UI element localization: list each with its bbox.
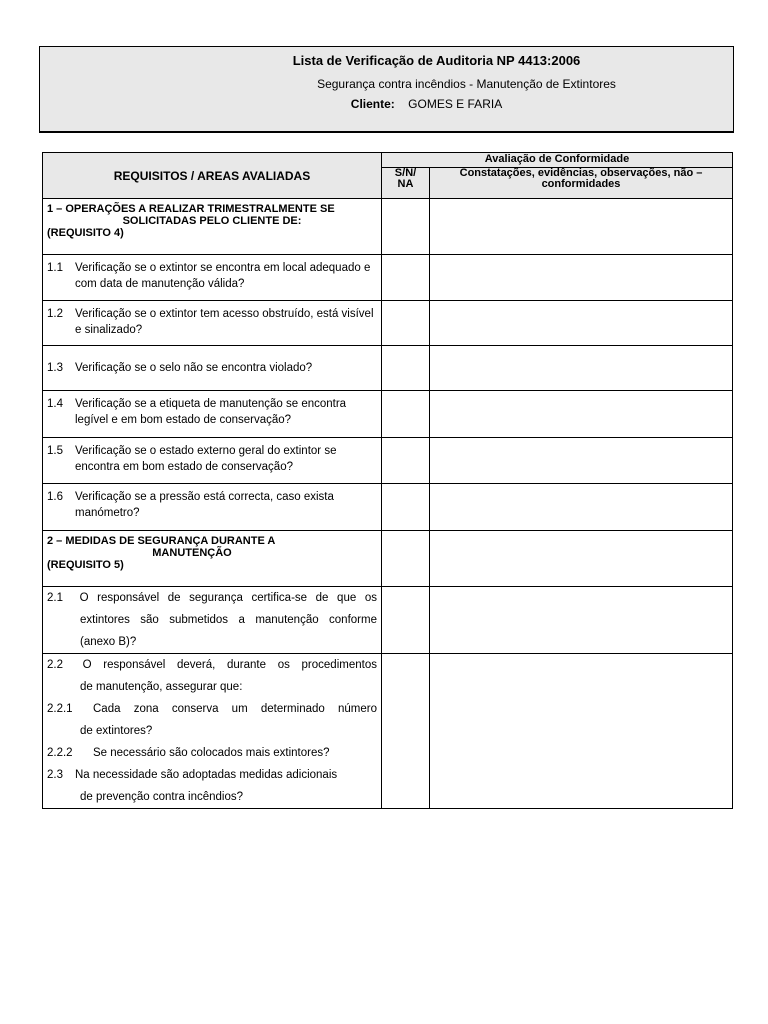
checklist-item: 1.6 Verificação se a pressão está correcta, caso exista manómetro? — [43, 484, 382, 531]
sn-cell[interactable] — [382, 438, 430, 484]
table-row — [43, 391, 733, 438]
item-text-word: número — [337, 703, 377, 715]
table-row — [43, 484, 733, 531]
table-row — [43, 301, 733, 346]
observations-cell[interactable] — [430, 438, 733, 484]
observations-cell[interactable] — [430, 255, 733, 301]
sn-cell[interactable] — [382, 587, 430, 654]
checklist-item: 1.5 Verificação se o estado externo geral do extintor se encontra em bom estado de conservação? — [43, 438, 382, 484]
item-text-word: um — [231, 703, 248, 715]
item-text-word: de — [315, 592, 329, 604]
observations-cell[interactable] — [430, 484, 733, 531]
header-observacoes: Constatações, evidências, observações, não – conformidades — [430, 168, 733, 199]
observations-cell[interactable] — [430, 587, 733, 654]
item-text-word: certifica-se — [251, 592, 308, 604]
item-text-word: submetidos — [169, 614, 229, 626]
item-text-word: manutenção — [255, 614, 319, 626]
observations-cell[interactable] — [430, 531, 733, 587]
checklist-item: 1.1 Verificação se o extintor se encontra em local adequado e com data de manutenção válida? — [43, 255, 382, 301]
client-name: GOMES E FARIA — [408, 97, 503, 111]
table-row — [43, 346, 733, 391]
observations-cell[interactable] — [430, 301, 733, 346]
item-text-word: segurança — [189, 592, 243, 604]
section-1-heading: 1 – OPERAÇÕES A REALIZAR TRIMESTRALMENTE SE SOLICITADAS PELO CLIENTE DE: (REQUISITO 4) — [43, 199, 382, 255]
table-row — [43, 199, 733, 255]
item-text-word: conserva — [171, 703, 219, 715]
sn-cell[interactable] — [382, 654, 430, 809]
sn-cell[interactable] — [382, 255, 430, 301]
item-text-word: responsável — [97, 592, 160, 604]
item-text-word: zona — [133, 703, 159, 715]
item-text-word: os — [277, 659, 290, 671]
client-line — [40, 97, 733, 111]
item-text-word: deverá, — [176, 659, 216, 671]
item-text-word: os — [364, 592, 377, 604]
observations-cell[interactable] — [430, 346, 733, 391]
checklist-item-2-1: 2.1 O responsável de segurança certifica-se de que os extintores são submetidos a manutenção conforme (anexo B)? — [43, 587, 382, 654]
header-avaliacao: Avaliação de Conformidade — [382, 153, 733, 168]
checklist-item: 1.2 Verificação se o extintor tem acesso obstruído, está visível e sinalizado? — [43, 301, 382, 346]
section-2-heading: 2 – MEDIDAS DE SEGURANÇA DURANTE A MANUTENÇÃO (REQUISITO 5) — [43, 531, 382, 587]
observations-cell[interactable] — [430, 391, 733, 438]
table-row — [43, 438, 733, 484]
header-sn: S/N/ NA — [382, 168, 430, 199]
item-text-word: procedimentos — [301, 659, 377, 671]
item-text-word: responsável — [103, 659, 166, 671]
item-text-word: Cada — [93, 703, 121, 715]
sn-cell[interactable] — [382, 301, 430, 346]
checklist-item: 1.3 Verificação se o selo não se encontra violado? — [43, 346, 382, 391]
sn-cell[interactable] — [382, 484, 430, 531]
item-text-word: são — [140, 614, 159, 626]
item-text-word: durante — [227, 659, 267, 671]
sn-cell[interactable] — [382, 391, 430, 438]
item-text-word: de — [167, 592, 181, 604]
table-row — [43, 654, 733, 809]
client-label: Cliente: — [350, 97, 395, 111]
item-text-word: conforme — [329, 614, 377, 626]
item-text-word: O — [82, 659, 92, 671]
observations-cell[interactable] — [430, 199, 733, 255]
table-row — [43, 255, 733, 301]
checklist-item-2-2: 2.2 O responsável deverá, durante os procedimentos de manutenção, assegurar que: 2.2.1 Cada zona conserva um determinado número de extintores? 2.2.2 Se necessário são colocados mais extintores? 2.3 Na necessidade são adoptadas medidas adicionais de prevenção contra incêndios? — [43, 654, 382, 809]
table-row — [43, 531, 733, 587]
item-text-word: determinado — [260, 703, 325, 715]
audit-checklist-table — [42, 152, 733, 809]
sn-cell[interactable] — [382, 346, 430, 391]
table-row — [43, 587, 733, 654]
observations-cell[interactable] — [430, 654, 733, 809]
item-text-word: extintores — [80, 614, 130, 626]
document-title: Lista de Verificação de Auditoria NP 4413:2006 — [292, 53, 581, 68]
item-text-word: O — [79, 592, 89, 604]
sn-cell[interactable] — [382, 531, 430, 587]
document-subtitle: Segurança contra incêndios - Manutenção de Extintores — [317, 77, 616, 91]
item-text-word: que — [337, 592, 357, 604]
document-header — [39, 46, 734, 133]
checklist-item: 1.4 Verificação se a etiqueta de manutenção se encontra legível e em bom estado de conservação? — [43, 391, 382, 438]
header-requisitos: REQUISITOS / AREAS AVALIADAS — [43, 153, 382, 199]
item-text-word: a — [238, 614, 245, 626]
sn-cell[interactable] — [382, 199, 430, 255]
